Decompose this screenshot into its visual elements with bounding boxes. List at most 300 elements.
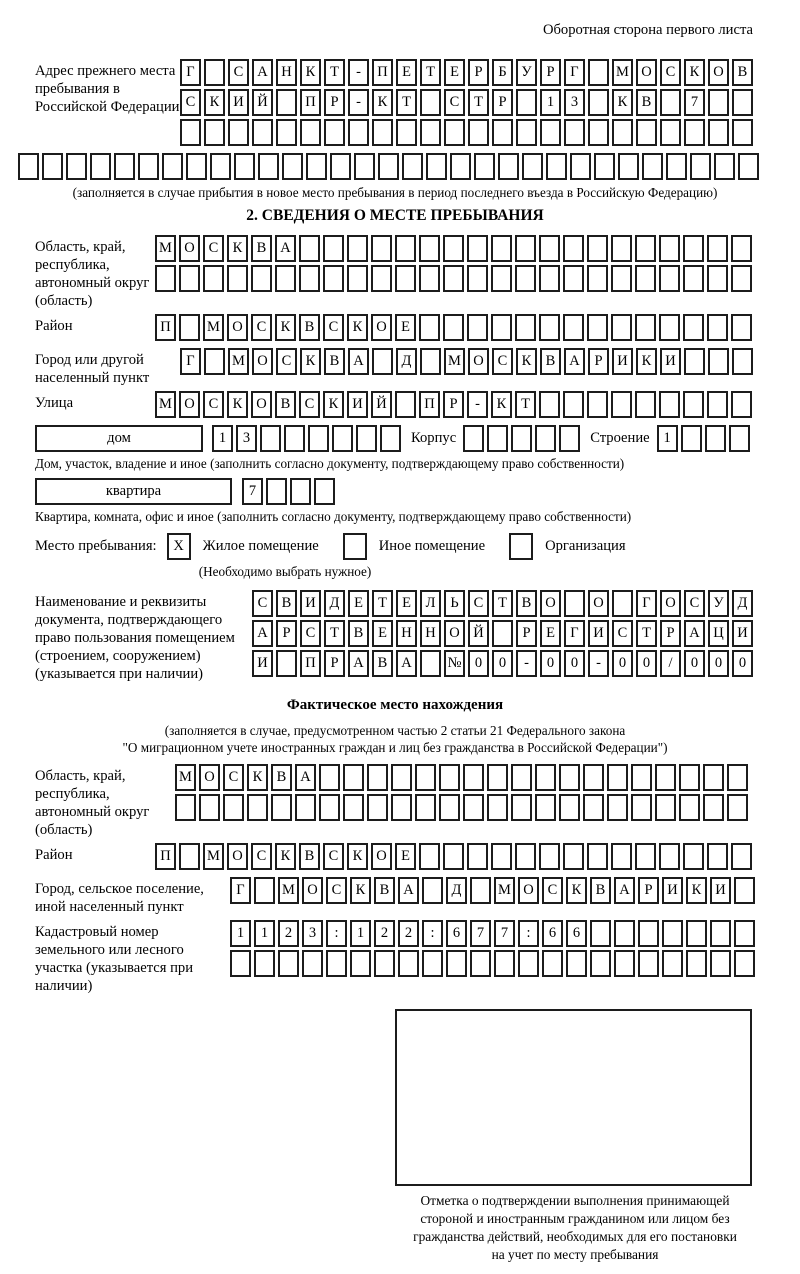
- char-cell[interactable]: А: [348, 650, 369, 677]
- char-cell[interactable]: [251, 265, 272, 292]
- stay-type-checkbox-residential[interactable]: X: [167, 533, 191, 560]
- char-cell[interactable]: [707, 843, 728, 870]
- char-cell[interactable]: [708, 348, 729, 375]
- char-cell[interactable]: [450, 153, 471, 180]
- char-cell[interactable]: М: [155, 235, 176, 262]
- char-cell[interactable]: [271, 794, 292, 821]
- char-cell[interactable]: [371, 235, 392, 262]
- char-cell[interactable]: [498, 153, 519, 180]
- char-cell[interactable]: К: [612, 89, 633, 116]
- char-cell[interactable]: Р: [276, 620, 297, 647]
- char-cell[interactable]: [227, 265, 248, 292]
- char-cell[interactable]: [230, 950, 251, 977]
- char-cell[interactable]: Т: [372, 590, 393, 617]
- char-cell[interactable]: [467, 843, 488, 870]
- char-cell[interactable]: С: [251, 843, 272, 870]
- char-cell[interactable]: [729, 425, 750, 452]
- char-cell[interactable]: [731, 314, 752, 341]
- char-cell[interactable]: [371, 265, 392, 292]
- char-cell[interactable]: [618, 153, 639, 180]
- char-cell[interactable]: [396, 119, 417, 146]
- char-cell[interactable]: [714, 153, 735, 180]
- char-cell[interactable]: 0: [612, 650, 633, 677]
- char-cell[interactable]: [138, 153, 159, 180]
- char-cell[interactable]: [679, 794, 700, 821]
- char-cell[interactable]: Е: [396, 590, 417, 617]
- char-cell[interactable]: Р: [540, 59, 561, 86]
- char-cell[interactable]: [731, 391, 752, 418]
- char-cell[interactable]: К: [275, 843, 296, 870]
- char-cell[interactable]: Г: [564, 59, 585, 86]
- char-cell[interactable]: А: [564, 348, 585, 375]
- char-cell[interactable]: О: [444, 620, 465, 647]
- char-cell[interactable]: Д: [324, 590, 345, 617]
- char-cell[interactable]: [252, 119, 273, 146]
- char-cell[interactable]: П: [372, 59, 393, 86]
- char-cell[interactable]: 1: [350, 920, 371, 947]
- char-cell[interactable]: [199, 794, 220, 821]
- char-cell[interactable]: К: [566, 877, 587, 904]
- char-cell[interactable]: [588, 89, 609, 116]
- char-cell[interactable]: [332, 425, 353, 452]
- char-cell[interactable]: С: [228, 59, 249, 86]
- char-cell[interactable]: [607, 794, 628, 821]
- char-cell[interactable]: [535, 425, 556, 452]
- char-cell[interactable]: [642, 153, 663, 180]
- char-cell[interactable]: А: [252, 620, 273, 647]
- char-cell[interactable]: [659, 265, 680, 292]
- char-cell[interactable]: О: [179, 235, 200, 262]
- char-cell[interactable]: :: [518, 920, 539, 947]
- char-cell[interactable]: Г: [636, 590, 657, 617]
- char-cell[interactable]: [583, 764, 604, 791]
- char-cell[interactable]: [683, 314, 704, 341]
- char-cell[interactable]: [563, 843, 584, 870]
- char-cell[interactable]: К: [323, 391, 344, 418]
- char-cell[interactable]: [467, 314, 488, 341]
- char-cell[interactable]: [330, 153, 351, 180]
- char-cell[interactable]: [491, 843, 512, 870]
- char-cell[interactable]: А: [398, 877, 419, 904]
- char-cell[interactable]: В: [324, 348, 345, 375]
- char-cell[interactable]: [518, 950, 539, 977]
- char-cell[interactable]: В: [372, 650, 393, 677]
- char-cell[interactable]: [703, 794, 724, 821]
- char-cell[interactable]: В: [540, 348, 561, 375]
- char-cell[interactable]: [420, 89, 441, 116]
- char-cell[interactable]: А: [295, 764, 316, 791]
- char-cell[interactable]: [443, 843, 464, 870]
- char-cell[interactable]: [308, 425, 329, 452]
- char-cell[interactable]: [314, 478, 335, 505]
- char-cell[interactable]: В: [271, 764, 292, 791]
- char-cell[interactable]: В: [348, 620, 369, 647]
- char-cell[interactable]: Е: [372, 620, 393, 647]
- char-cell[interactable]: 0: [708, 650, 729, 677]
- char-cell[interactable]: [516, 119, 537, 146]
- char-cell[interactable]: 0: [636, 650, 657, 677]
- char-cell[interactable]: С: [203, 235, 224, 262]
- char-cell[interactable]: Е: [395, 843, 416, 870]
- char-cell[interactable]: [372, 348, 393, 375]
- char-cell[interactable]: О: [588, 590, 609, 617]
- char-cell[interactable]: [731, 265, 752, 292]
- char-cell[interactable]: [666, 153, 687, 180]
- char-cell[interactable]: Н: [276, 59, 297, 86]
- char-cell[interactable]: [491, 265, 512, 292]
- char-cell[interactable]: Е: [396, 59, 417, 86]
- char-cell[interactable]: [487, 764, 508, 791]
- char-cell[interactable]: [487, 425, 508, 452]
- char-cell[interactable]: А: [396, 650, 417, 677]
- char-cell[interactable]: [446, 950, 467, 977]
- char-cell[interactable]: К: [347, 314, 368, 341]
- char-cell[interactable]: О: [371, 314, 392, 341]
- char-cell[interactable]: [228, 119, 249, 146]
- char-cell[interactable]: У: [708, 590, 729, 617]
- char-cell[interactable]: [587, 265, 608, 292]
- char-cell[interactable]: И: [347, 391, 368, 418]
- char-cell[interactable]: [587, 391, 608, 418]
- char-cell[interactable]: [223, 794, 244, 821]
- char-cell[interactable]: [683, 391, 704, 418]
- char-cell[interactable]: [655, 794, 676, 821]
- char-cell[interactable]: [546, 153, 567, 180]
- char-cell[interactable]: У: [516, 59, 537, 86]
- char-cell[interactable]: 1: [254, 920, 275, 947]
- char-cell[interactable]: О: [540, 590, 561, 617]
- char-cell[interactable]: [588, 59, 609, 86]
- char-cell[interactable]: [612, 119, 633, 146]
- char-cell[interactable]: В: [299, 843, 320, 870]
- char-cell[interactable]: Й: [371, 391, 392, 418]
- char-cell[interactable]: [734, 920, 755, 947]
- char-cell[interactable]: [710, 920, 731, 947]
- char-cell[interactable]: С: [542, 877, 563, 904]
- char-cell[interactable]: Е: [348, 590, 369, 617]
- char-cell[interactable]: [681, 425, 702, 452]
- char-cell[interactable]: К: [300, 348, 321, 375]
- char-cell[interactable]: [559, 425, 580, 452]
- char-cell[interactable]: [254, 877, 275, 904]
- char-cell[interactable]: Т: [492, 590, 513, 617]
- char-cell[interactable]: [684, 348, 705, 375]
- char-cell[interactable]: [395, 235, 416, 262]
- char-cell[interactable]: И: [662, 877, 683, 904]
- char-cell[interactable]: 1: [212, 425, 233, 452]
- char-cell[interactable]: [343, 764, 364, 791]
- char-cell[interactable]: [659, 314, 680, 341]
- char-cell[interactable]: [727, 794, 748, 821]
- char-cell[interactable]: Б: [492, 59, 513, 86]
- char-cell[interactable]: 1: [657, 425, 678, 452]
- char-cell[interactable]: [470, 950, 491, 977]
- char-cell[interactable]: [492, 620, 513, 647]
- char-cell[interactable]: Р: [468, 59, 489, 86]
- char-cell[interactable]: [439, 794, 460, 821]
- char-cell[interactable]: /: [660, 650, 681, 677]
- char-cell[interactable]: [611, 235, 632, 262]
- char-cell[interactable]: [326, 950, 347, 977]
- char-cell[interactable]: [659, 391, 680, 418]
- char-cell[interactable]: Е: [540, 620, 561, 647]
- char-cell[interactable]: [570, 153, 591, 180]
- char-cell[interactable]: В: [299, 314, 320, 341]
- char-cell[interactable]: [179, 314, 200, 341]
- char-cell[interactable]: [276, 89, 297, 116]
- char-cell[interactable]: [426, 153, 447, 180]
- char-cell[interactable]: [705, 425, 726, 452]
- char-cell[interactable]: М: [203, 314, 224, 341]
- char-cell[interactable]: [290, 478, 311, 505]
- char-cell[interactable]: К: [347, 843, 368, 870]
- char-cell[interactable]: 2: [398, 920, 419, 947]
- char-cell[interactable]: А: [252, 59, 273, 86]
- char-cell[interactable]: -: [588, 650, 609, 677]
- char-cell[interactable]: [638, 950, 659, 977]
- char-cell[interactable]: [614, 920, 635, 947]
- char-cell[interactable]: [539, 391, 560, 418]
- char-cell[interactable]: К: [372, 89, 393, 116]
- char-cell[interactable]: [210, 153, 231, 180]
- char-cell[interactable]: [494, 950, 515, 977]
- char-cell[interactable]: Й: [468, 620, 489, 647]
- char-cell[interactable]: В: [590, 877, 611, 904]
- char-cell[interactable]: О: [518, 877, 539, 904]
- char-cell[interactable]: 7: [684, 89, 705, 116]
- char-cell[interactable]: [611, 314, 632, 341]
- char-cell[interactable]: [419, 235, 440, 262]
- char-cell[interactable]: Н: [420, 620, 441, 647]
- char-cell[interactable]: [467, 265, 488, 292]
- char-cell[interactable]: [659, 843, 680, 870]
- house-type-box[interactable]: дом: [35, 425, 203, 452]
- char-cell[interactable]: [463, 764, 484, 791]
- char-cell[interactable]: С: [326, 877, 347, 904]
- char-cell[interactable]: [284, 425, 305, 452]
- char-cell[interactable]: [707, 235, 728, 262]
- char-cell[interactable]: [491, 314, 512, 341]
- char-cell[interactable]: [247, 794, 268, 821]
- char-cell[interactable]: [635, 314, 656, 341]
- char-cell[interactable]: [683, 843, 704, 870]
- char-cell[interactable]: П: [155, 314, 176, 341]
- char-cell[interactable]: [734, 950, 755, 977]
- char-cell[interactable]: [708, 119, 729, 146]
- stay-type-checkbox-other[interactable]: [343, 533, 367, 560]
- char-cell[interactable]: [204, 348, 225, 375]
- char-cell[interactable]: [587, 314, 608, 341]
- char-cell[interactable]: К: [227, 235, 248, 262]
- char-cell[interactable]: [444, 119, 465, 146]
- char-cell[interactable]: Н: [396, 620, 417, 647]
- char-cell[interactable]: -: [516, 650, 537, 677]
- char-cell[interactable]: [738, 153, 759, 180]
- char-cell[interactable]: М: [612, 59, 633, 86]
- char-cell[interactable]: С: [299, 391, 320, 418]
- char-cell[interactable]: 6: [542, 920, 563, 947]
- char-cell[interactable]: [564, 119, 585, 146]
- char-cell[interactable]: [299, 235, 320, 262]
- char-cell[interactable]: О: [371, 843, 392, 870]
- char-cell[interactable]: 0: [684, 650, 705, 677]
- char-cell[interactable]: :: [326, 920, 347, 947]
- char-cell[interactable]: [515, 265, 536, 292]
- char-cell[interactable]: [660, 119, 681, 146]
- char-cell[interactable]: С: [444, 89, 465, 116]
- char-cell[interactable]: [439, 764, 460, 791]
- char-cell[interactable]: 0: [468, 650, 489, 677]
- char-cell[interactable]: [559, 764, 580, 791]
- char-cell[interactable]: И: [660, 348, 681, 375]
- char-cell[interactable]: [186, 153, 207, 180]
- char-cell[interactable]: С: [300, 620, 321, 647]
- char-cell[interactable]: [491, 235, 512, 262]
- char-cell[interactable]: [302, 950, 323, 977]
- char-cell[interactable]: [266, 478, 287, 505]
- char-cell[interactable]: О: [660, 590, 681, 617]
- char-cell[interactable]: Г: [180, 59, 201, 86]
- char-cell[interactable]: Е: [444, 59, 465, 86]
- char-cell[interactable]: Р: [588, 348, 609, 375]
- char-cell[interactable]: С: [203, 391, 224, 418]
- char-cell[interactable]: С: [276, 348, 297, 375]
- char-cell[interactable]: [707, 391, 728, 418]
- char-cell[interactable]: [420, 650, 441, 677]
- char-cell[interactable]: [415, 764, 436, 791]
- char-cell[interactable]: [607, 764, 628, 791]
- char-cell[interactable]: [559, 794, 580, 821]
- char-cell[interactable]: [299, 265, 320, 292]
- char-cell[interactable]: [659, 235, 680, 262]
- char-cell[interactable]: [204, 59, 225, 86]
- char-cell[interactable]: П: [419, 391, 440, 418]
- char-cell[interactable]: [419, 843, 440, 870]
- char-cell[interactable]: [348, 119, 369, 146]
- char-cell[interactable]: [203, 265, 224, 292]
- char-cell[interactable]: 0: [540, 650, 561, 677]
- char-cell[interactable]: [588, 119, 609, 146]
- char-cell[interactable]: К: [275, 314, 296, 341]
- char-cell[interactable]: [539, 843, 560, 870]
- char-cell[interactable]: [162, 153, 183, 180]
- char-cell[interactable]: [378, 153, 399, 180]
- char-cell[interactable]: 0: [732, 650, 753, 677]
- char-cell[interactable]: [731, 235, 752, 262]
- char-cell[interactable]: [347, 235, 368, 262]
- char-cell[interactable]: Т: [515, 391, 536, 418]
- char-cell[interactable]: К: [636, 348, 657, 375]
- char-cell[interactable]: [686, 920, 707, 947]
- char-cell[interactable]: [323, 265, 344, 292]
- char-cell[interactable]: [707, 314, 728, 341]
- char-cell[interactable]: [419, 265, 440, 292]
- char-cell[interactable]: К: [686, 877, 707, 904]
- char-cell[interactable]: [343, 794, 364, 821]
- char-cell[interactable]: [367, 794, 388, 821]
- char-cell[interactable]: С: [223, 764, 244, 791]
- char-cell[interactable]: [463, 425, 484, 452]
- char-cell[interactable]: [522, 153, 543, 180]
- char-cell[interactable]: [539, 265, 560, 292]
- char-cell[interactable]: С: [323, 843, 344, 870]
- char-cell[interactable]: В: [251, 235, 272, 262]
- char-cell[interactable]: [420, 119, 441, 146]
- char-cell[interactable]: К: [350, 877, 371, 904]
- char-cell[interactable]: А: [684, 620, 705, 647]
- char-cell[interactable]: Р: [324, 89, 345, 116]
- char-cell[interactable]: 1: [230, 920, 251, 947]
- char-cell[interactable]: [275, 265, 296, 292]
- char-cell[interactable]: [114, 153, 135, 180]
- char-cell[interactable]: [319, 794, 340, 821]
- char-cell[interactable]: [470, 877, 491, 904]
- char-cell[interactable]: [563, 265, 584, 292]
- char-cell[interactable]: [443, 265, 464, 292]
- char-cell[interactable]: [278, 950, 299, 977]
- char-cell[interactable]: [732, 119, 753, 146]
- char-cell[interactable]: К: [247, 764, 268, 791]
- char-cell[interactable]: Г: [230, 877, 251, 904]
- char-cell[interactable]: [563, 391, 584, 418]
- char-cell[interactable]: [686, 950, 707, 977]
- char-cell[interactable]: Р: [492, 89, 513, 116]
- char-cell[interactable]: [683, 235, 704, 262]
- char-cell[interactable]: [566, 950, 587, 977]
- char-cell[interactable]: [319, 764, 340, 791]
- char-cell[interactable]: [468, 119, 489, 146]
- char-cell[interactable]: [323, 235, 344, 262]
- char-cell[interactable]: [511, 764, 532, 791]
- char-cell[interactable]: [707, 265, 728, 292]
- char-cell[interactable]: [515, 314, 536, 341]
- char-cell[interactable]: 3: [564, 89, 585, 116]
- char-cell[interactable]: [443, 235, 464, 262]
- char-cell[interactable]: Р: [660, 620, 681, 647]
- char-cell[interactable]: [684, 119, 705, 146]
- char-cell[interactable]: [463, 794, 484, 821]
- char-cell[interactable]: 3: [302, 920, 323, 947]
- char-cell[interactable]: [662, 920, 683, 947]
- char-cell[interactable]: Т: [396, 89, 417, 116]
- char-cell[interactable]: [395, 265, 416, 292]
- char-cell[interactable]: [415, 794, 436, 821]
- char-cell[interactable]: 2: [374, 920, 395, 947]
- char-cell[interactable]: [515, 843, 536, 870]
- char-cell[interactable]: И: [300, 590, 321, 617]
- char-cell[interactable]: К: [684, 59, 705, 86]
- char-cell[interactable]: Ь: [444, 590, 465, 617]
- char-cell[interactable]: [380, 425, 401, 452]
- char-cell[interactable]: [90, 153, 111, 180]
- char-cell[interactable]: [391, 764, 412, 791]
- char-cell[interactable]: -: [348, 89, 369, 116]
- char-cell[interactable]: [535, 794, 556, 821]
- char-cell[interactable]: [683, 265, 704, 292]
- apartment-type-box[interactable]: квартира: [35, 478, 232, 505]
- char-cell[interactable]: [402, 153, 423, 180]
- char-cell[interactable]: [42, 153, 63, 180]
- char-cell[interactable]: [583, 794, 604, 821]
- char-cell[interactable]: [180, 119, 201, 146]
- char-cell[interactable]: 0: [564, 650, 585, 677]
- char-cell[interactable]: О: [468, 348, 489, 375]
- char-cell[interactable]: Т: [324, 620, 345, 647]
- char-cell[interactable]: [350, 950, 371, 977]
- char-cell[interactable]: [467, 235, 488, 262]
- char-cell[interactable]: [731, 843, 752, 870]
- char-cell[interactable]: В: [276, 590, 297, 617]
